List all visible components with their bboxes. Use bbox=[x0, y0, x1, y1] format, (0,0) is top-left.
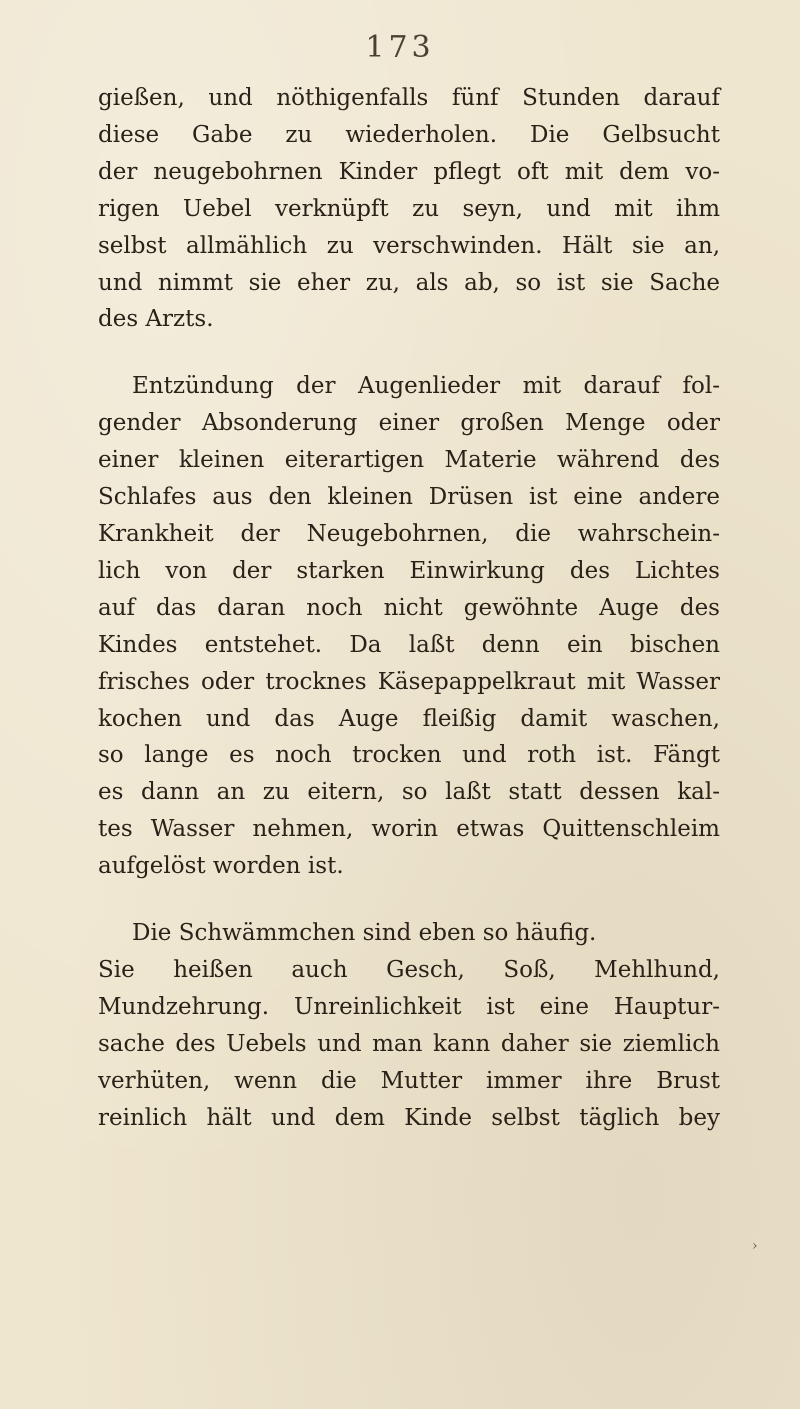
text-line: Schlafes aus den kleinen Drüsen ist eine andere bbox=[98, 484, 720, 511]
page-number: 173 bbox=[365, 30, 435, 65]
text-line: rigen Uebel verknüpft zu seyn, und mit ihm bbox=[98, 195, 720, 222]
text-line: reinlich hält und dem Kinde selbst täglich bey bbox=[98, 1104, 720, 1131]
text-line: kochen und das Auge fleißig damit waschen, bbox=[98, 705, 720, 732]
text-line: frisches oder trocknes Käsepappelkraut mit Wasser bbox=[98, 668, 720, 695]
paragraph-gap bbox=[98, 338, 720, 368]
text-line: gießen, und nöthigenfalls fünf Stunden darauf bbox=[98, 85, 720, 111]
text-line: des Arzts. bbox=[98, 306, 214, 333]
margin-mark: › bbox=[752, 1238, 758, 1254]
text-line: diese Gabe zu wiederholen. Die Gelbsucht bbox=[98, 121, 720, 148]
text-line: einer kleinen eiterartigen Materie während des bbox=[98, 447, 720, 474]
paragraph-augenlieder bbox=[98, 368, 720, 885]
paragraph-gap bbox=[98, 885, 720, 915]
text-line: Krankheit der Neugebohrnen, die wahrschein- bbox=[98, 520, 720, 547]
text-line: Die Schwämmchen sind eben so häufig. bbox=[132, 920, 597, 947]
text-line: aufgelöst worden ist. bbox=[98, 853, 344, 880]
text-line: Sie heißen auch Gesch, Soß, Mehlhund, bbox=[98, 956, 720, 983]
text-line: sache des Uebels und man kann daher sie ziemlich bbox=[98, 1030, 720, 1057]
paragraph-gelbsucht bbox=[98, 80, 720, 338]
text-line: gender Absonderung einer großen Menge oder bbox=[98, 410, 720, 437]
text-line: so lange es noch trocken und roth ist. Fängt bbox=[98, 742, 720, 769]
text-line: selbst allmählich zu verschwinden. Hält sie an, bbox=[98, 232, 720, 259]
text-line: der neugebohrnen Kinder pflegt oft mit dem vo- bbox=[98, 158, 720, 185]
text-line: Entzündung der Augenlieder mit darauf fol- bbox=[132, 373, 720, 400]
text-line: auf das daran noch nicht gewöhnte Auge des bbox=[98, 594, 720, 621]
text-line: lich von der starken Einwirkung des Lichtes bbox=[98, 557, 720, 584]
text-line: verhüten, wenn die Mutter immer ihre Brust bbox=[98, 1067, 720, 1094]
text-line: Mundzehrung. Unreinlichkeit ist eine Hauptur- bbox=[98, 993, 720, 1020]
text-line: es dann an zu eitern, so laßt statt dessen kal- bbox=[98, 779, 720, 806]
text-line: und nimmt sie eher zu, als ab, so ist sie Sache bbox=[98, 269, 720, 296]
body-text bbox=[98, 80, 720, 1136]
text-line: tes Wasser nehmen, worin etwas Quittenschleim bbox=[98, 816, 720, 843]
text-line: Kindes entstehet. Da laßt denn ein bischen bbox=[98, 631, 720, 658]
paragraph-schwaemmchen bbox=[98, 915, 720, 1136]
